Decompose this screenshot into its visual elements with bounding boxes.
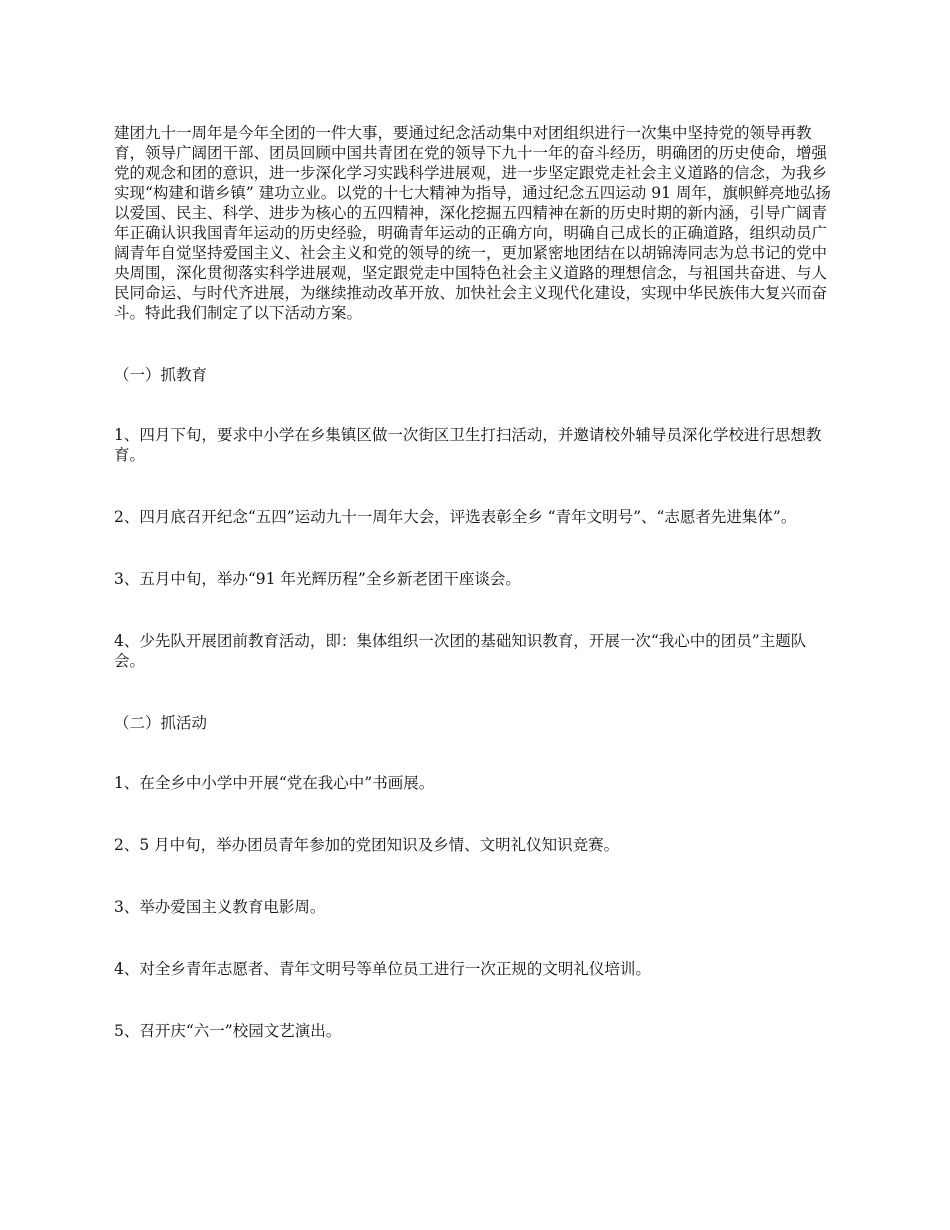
education-item-1: 1、四月下旬，要求中小学在乡集镇区做一次街区卫生打扫活动，并邀请校外辅导员深化学校进行思想教育。 — [114, 426, 822, 464]
section-heading-activities: （二）抓活动 — [114, 714, 208, 732]
activity-item-4: 4、对全乡青年志愿者、青年文明号等单位员工进行一次正规的文明礼仪培训。 — [114, 960, 651, 978]
activity-item-3: 3、举办爱国主义教育电影周。 — [114, 898, 326, 916]
education-item-2: 2、四月底召开纪念“五四”运动九十一周年大会，评选表彰全乡 “青年文明号”、“志愿者先进集体”。 — [114, 508, 797, 526]
education-item-4: 4、少先队开展团前教育活动，即：集体组织一次团的基础知识教育，开展一次“我心中的团员”主题队会。 — [114, 632, 807, 670]
document-body — [114, 123, 834, 1083]
intro-paragraph: 建团九十一周年是今年全团的一件大事，要通过纪念活动集中对团组织进行一次集中坚持党的领导再教育，领导广阔团干部、团员回顾中国共青团在党的领导下九十一年的奋斗经历，明确团的历史使命，增强党的观念和团的意识，进一步深化学习实践科学进展观，进一步坚定跟党走社会主义道路的信念，为我乡实现“构建和谐乡镇” 建功立业。以党的十七大精神为指导，通过纪念五四运动 91 周年，旗帜鲜亮地弘扬以爱国、民主、科学、进步为核心的五四精神，深化挖掘五四精神在新的历史时期的新内涵，引导广阔青年正确认识我国青年运动的历史经验，明确青年运动的正确方向，明确自己成长的正确道路，组织动员广阔青年自觉坚持爱国主义、社会主义和党的领导的统一，更加紧密地团结在以胡锦涛同志为总书记的党中央周围，深化贯彻落实科学进展观，坚定跟党走中国特色社会主义道路的理想信念，与祖国共奋进、与人民同命运、与时代齐进展，为继续推动改革开放、加快社会主义现代化建设，实现中华民族伟大复兴而奋斗。特此我们制定了以下活动方案。 — [114, 124, 831, 322]
section-heading-education: （一）抓教育 — [114, 366, 208, 384]
activity-item-5: 5、召开庆“六一”校园文艺演出。 — [114, 1022, 342, 1040]
activity-item-1: 1、在全乡中小学中开展“党在我心中”书画展。 — [114, 774, 435, 792]
education-item-3: 3、五月中旬，举办“91 年光辉历程”全乡新老团干座谈会。 — [114, 570, 521, 588]
activity-item-2: 2、5 月中旬，举办团员青年参加的党团知识及乡情、文明礼仪知识竞赛。 — [114, 836, 620, 854]
